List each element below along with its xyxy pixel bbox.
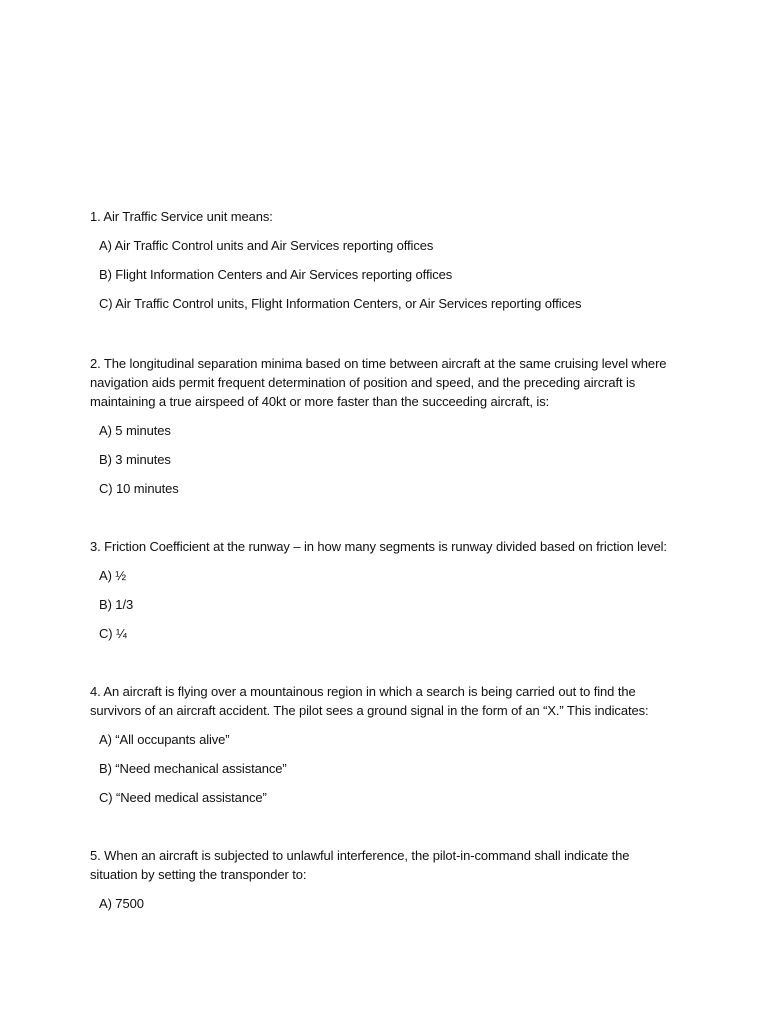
- question-4-option-b: B) “Need mechanical assistance”: [99, 761, 287, 776]
- question-1-option-c: C) Air Traffic Control units, Flight Information Centers, or Air Services reporting offices: [99, 296, 582, 311]
- question-5-stem: 5. When an aircraft is subjected to unlawful interference, the pilot-in-command shall indicate the situation by setting the transponder to:: [90, 848, 630, 882]
- question-4-option-c: C) “Need medical assistance”: [99, 790, 267, 805]
- question-3-stem: 3. Friction Coefficient at the runway – in how many segments is runway divided based on friction level:: [90, 539, 667, 554]
- question-2-option-c: C) 10 minutes: [99, 481, 179, 496]
- question-1: [90, 207, 680, 313]
- question-3-option-b: B) 1/3: [99, 597, 134, 612]
- question-2: [90, 354, 680, 498]
- question-4-stem: 4. An aircraft is flying over a mountainous region in which a search is being carried out to find the survivors of an aircraft accident. The pilot sees a ground signal in the form of an “X.” This indicates:: [90, 684, 649, 718]
- question-2-stem: 2. The longitudinal separation minima based on time between aircraft at the same cruising level where navigation aids permit frequent determination of position and speed, and the preceding aircraft is maintaining a true airspeed of 40kt or more faster than the succeeding aircraft, is:: [90, 356, 667, 409]
- question-1-stem: 1. Air Traffic Service unit means:: [90, 209, 273, 224]
- question-4: [90, 682, 680, 807]
- question-5-option-a: A) 7500: [99, 896, 144, 911]
- question-2-option-a: A) 5 minutes: [99, 423, 171, 438]
- question-2-option-b: B) 3 minutes: [99, 452, 171, 467]
- question-3-option-c: C) ¼: [99, 626, 127, 641]
- question-3: [90, 537, 680, 643]
- question-1-option-b: B) Flight Information Centers and Air Services reporting offices: [99, 267, 453, 282]
- question-4-option-a: A) “All occupants alive”: [99, 732, 230, 747]
- question-3-option-a: A) ½: [99, 568, 127, 583]
- question-5: [90, 846, 680, 913]
- question-1-option-a: A) Air Traffic Control units and Air Services reporting offices: [99, 238, 434, 253]
